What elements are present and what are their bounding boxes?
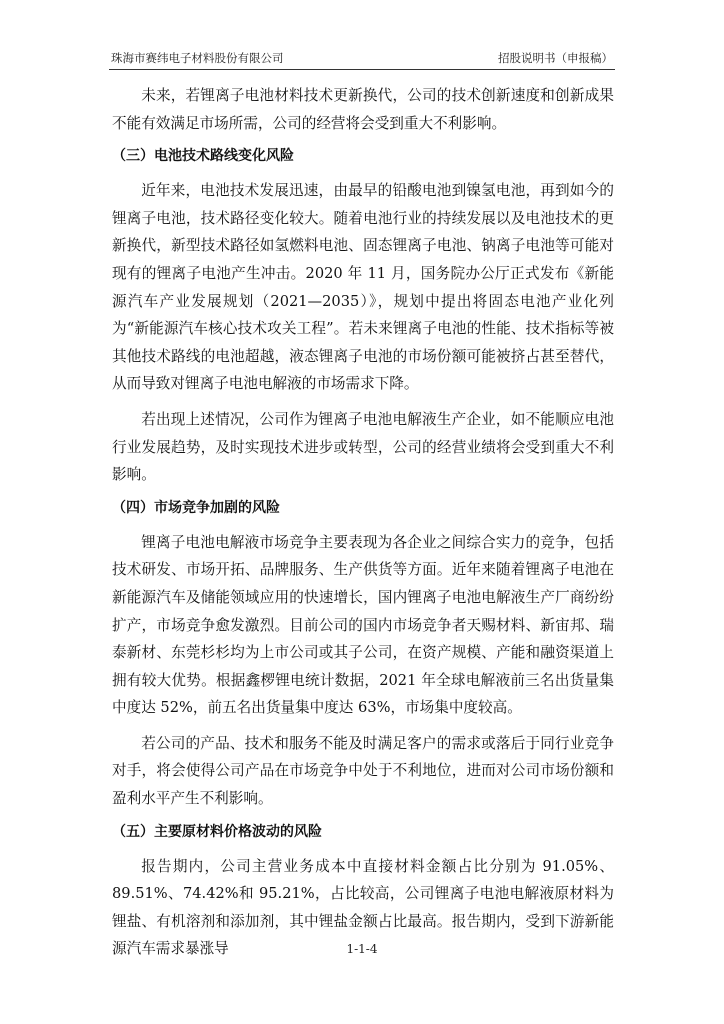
header-divider <box>109 69 615 70</box>
paragraph-market-competition-impact: 若公司的产品、技术和服务不能及时满足客户的需求或落后于同行业竞争对手，将会使得公司产品在市场竞争中处于不利地位，进而对公司市场份额和盈利水平产生不利影响。 <box>112 734 614 808</box>
page-header <box>109 48 615 68</box>
paragraph-battery-tech-development: 近年来，电池技术发展迅速，由最早的铅酸电池到镍氢电池，再到如今的锂离子电池，技术路径变化较大。随着电池行业的持续发展以及电池技术的更新换代，新型技术路径如氢燃料电池、固态锂离子电池、钠离子电池等可能对现有的锂离子电池产生冲击。2020 年 11 月，国务院办公厅正式发布《新能源汽车产业发展规划（2021—2035）》，规划中提出将固态电池产业化列为“新能源汽车核心技术攻关工程”。若未来锂离子电池的性能、技术指标等被其他技术路线的电池超越，液态锂离子电池的市场份额可能被挤占甚至替代，从而导致对锂离子电池电解液的市场需求下降。 <box>112 182 614 393</box>
header-company-name: 珠海市赛纬电子材料股份有限公司 <box>111 51 284 65</box>
paragraph-tech-update-risk-conclusion: 未来，若锂离子电池材料技术更新换代，公司的技术创新速度和创新成果不能有效满足市场所需，公司的经营将会受到重大不利影响。 <box>112 87 614 132</box>
page-number: 1-1-4 <box>346 942 378 956</box>
paragraph-battery-route-impact: 若出现上述情况，公司作为锂离子电池电解液生产企业，如不能顺应电池行业发展趋势，及时实现技术进步或转型，公司的经营业绩将会受到重大不利影响。 <box>112 410 614 484</box>
paragraph-market-competition: 锂离子电池电解液市场竞争主要表现为各企业之间综合实力的竞争，包括技术研发、市场开拓、品牌服务、生产供货等方面。近年来随着锂离子电池在新能源汽车及储能领域应用的快速增长，国内锂离子电池电解液生产厂商纷纷扩产，市场竞争愈发激烈。目前公司的国内市场竞争者天赐材料、新宙邦、瑞泰新材、东莞杉杉均为上市公司或其子公司，在资产规模、产能和融资渠道上拥有较大优势。根据鑫椤锂电统计数据，2021 年全球电解液前三名出货量集中度达 52%，前五名出货量集中度达 63%，市场集中度较高。 <box>112 533 614 717</box>
section-heading-market-competition-risk: （四）市场竞争加剧的风险 <box>112 499 280 516</box>
document-body <box>112 82 614 971</box>
section-heading-battery-route-risk: （三）电池技术路线变化风险 <box>112 148 294 165</box>
section-heading-raw-material-price-risk: （五）主要原材料价格波动的风险 <box>112 823 322 840</box>
header-document-type: 招股说明书（申报稿） <box>498 51 613 65</box>
paragraph-raw-material-cost: 报告期内，公司主营业务成本中直接材料金额占比分别为 91.05%、89.51%、74.42%和 95.21%，占比较高，公司锂离子电池电解液原材料为锂盐、有机溶剂和添加剂，其中锂盐金额占比最高。报告期内，受到下游新能源汽车需求暴涨导 <box>112 857 614 958</box>
